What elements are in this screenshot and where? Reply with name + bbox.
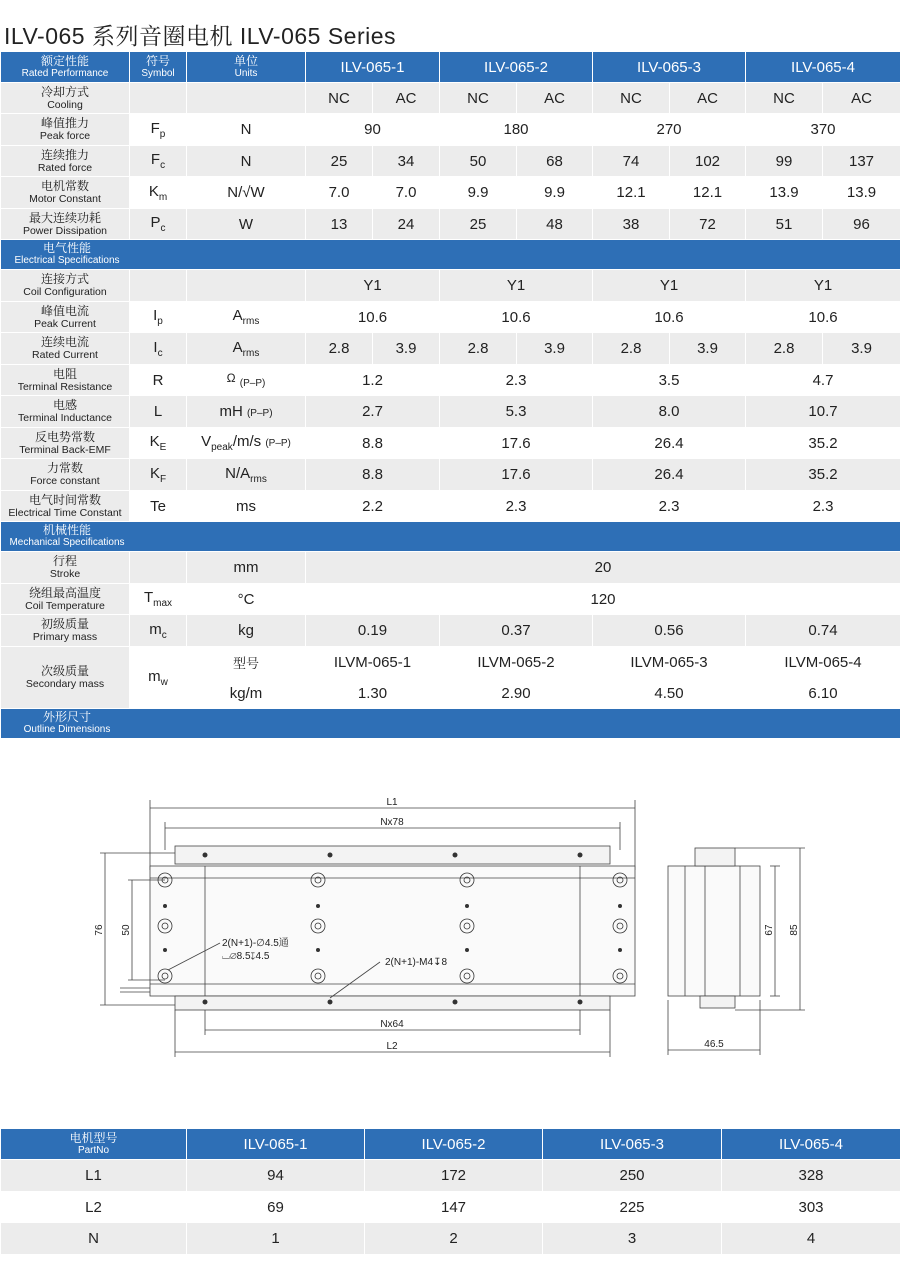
row-back-emf — [1, 428, 900, 459]
symbol-cell: $m_w$ — [130, 647, 187, 709]
unit-cell: kg/m — [187, 678, 306, 709]
cell: 250 — [543, 1160, 722, 1192]
cell: 74 — [593, 146, 670, 177]
unit-cell: N — [187, 114, 306, 146]
symbol-cell: $F_c$ — [130, 146, 187, 177]
dim-67: 67 — [764, 924, 775, 936]
dims-row-l1 — [1, 1160, 900, 1192]
dims-header-row — [1, 1129, 900, 1160]
cell: 2 — [365, 1223, 543, 1255]
cell: 34 — [373, 146, 440, 177]
cell: 69 — [187, 1192, 365, 1223]
cell: 8.0 — [593, 396, 746, 428]
cell: 25 — [440, 209, 517, 240]
row-time-constant — [1, 491, 900, 522]
label-cooling: 冷却方式 Cooling — [1, 83, 130, 114]
dims-model-2: ILV-065-2 — [365, 1129, 543, 1160]
cell: 13 — [306, 209, 373, 240]
cell: Y1 — [440, 270, 593, 302]
symbol-cell: L — [130, 396, 187, 428]
cell: AC — [517, 83, 593, 114]
label-peak-current: 峰值电流 Peak Current — [1, 302, 130, 333]
dims-model-1: ILV-065-1 — [187, 1129, 365, 1160]
cell: 1.2 — [306, 365, 440, 396]
hole-note-2: ⌴∅8.5↧4.5 — [222, 951, 270, 962]
symbol-cell: Te — [130, 491, 187, 522]
symbol-cell: $m_c$ — [130, 615, 187, 647]
dim-nx64: Nx64 — [380, 1019, 404, 1030]
section-outline — [1, 709, 900, 739]
cell: 225 — [543, 1192, 722, 1223]
cell: 10.6 — [440, 302, 593, 333]
header-symbol: 符号 Symbol — [130, 52, 187, 83]
cell: Y1 — [593, 270, 746, 302]
cell: 2.3 — [593, 491, 746, 522]
symbol-cell: $F_p$ — [130, 114, 187, 146]
cell: 72 — [670, 209, 746, 240]
label-secondary-mass: 次级质量 Secondary mass — [1, 647, 130, 709]
cell: 3.9 — [373, 333, 440, 365]
unit-cell: $A_{rms}$ — [187, 302, 306, 333]
symbol-cell: $P_c$ — [130, 209, 187, 240]
row-label: L1 — [1, 1160, 187, 1192]
dim-76: 76 — [94, 924, 105, 936]
cell: Y1 — [746, 270, 900, 302]
symbol-cell: $T_{max}$ — [130, 584, 187, 615]
cell: 2.90 — [440, 678, 593, 709]
cell: 8.8 — [306, 428, 440, 459]
section-title-electrical: 电气性能 Electrical Specifications — [1, 240, 900, 270]
dimensions-table — [0, 1128, 900, 1255]
unit-cell: $A_{rms}$ — [187, 333, 306, 365]
label-inductance: 电感 Terminal Inductance — [1, 396, 130, 428]
row-label: N — [1, 1223, 187, 1255]
cell: 68 — [517, 146, 593, 177]
cell: Y1 — [306, 270, 440, 302]
cell: 4 — [722, 1223, 900, 1255]
symbol-cell: $K_F$ — [130, 459, 187, 491]
cell: 12.1 — [593, 177, 670, 209]
unit-cell: $^\Omega$ (P–P) — [187, 365, 306, 396]
symbol-cell: $K_E$ — [130, 428, 187, 459]
dim-46-5: 46.5 — [704, 1039, 724, 1050]
cell: 2.8 — [440, 333, 517, 365]
cell: NC — [593, 83, 670, 114]
cell: 26.4 — [593, 428, 746, 459]
label-motor-constant: 电机常数 Motor Constant — [1, 177, 130, 209]
cell: 0.74 — [746, 615, 900, 647]
cell: 9.9 — [517, 177, 593, 209]
dim-nx78: Nx78 — [380, 817, 404, 828]
cell: 0.56 — [593, 615, 746, 647]
cell: 90 — [306, 114, 440, 146]
cell: 94 — [187, 1160, 365, 1192]
row-label: L2 — [1, 1192, 187, 1223]
dims-row-n — [1, 1223, 900, 1255]
cell: 5.3 — [440, 396, 593, 428]
cell: 3.9 — [823, 333, 900, 365]
cell: NC — [440, 83, 517, 114]
cell: 96 — [823, 209, 900, 240]
cell: 270 — [593, 114, 746, 146]
cell: 1.30 — [306, 678, 440, 709]
cell: 9.9 — [440, 177, 517, 209]
row-peak-current — [1, 302, 900, 333]
label-rated-current: 连续电流 Rated Current — [1, 333, 130, 365]
cell: 10.6 — [593, 302, 746, 333]
cell: 26.4 — [593, 459, 746, 491]
row-cooling — [1, 83, 900, 114]
cell: 99 — [746, 146, 823, 177]
cell: 17.6 — [440, 459, 593, 491]
row-coil-temp — [1, 584, 900, 615]
cell: 48 — [517, 209, 593, 240]
spec-header-row — [1, 52, 900, 83]
cell: 370 — [746, 114, 900, 146]
cell: 10.6 — [746, 302, 900, 333]
unit-cell: $V_{peak}/m/s$ (P–P) — [187, 428, 306, 459]
dim-l2: L2 — [386, 1041, 398, 1052]
label-force-constant: 力常数 Force constant — [1, 459, 130, 491]
section-title-outline: 外形尺寸 Outline Dimensions — [1, 709, 900, 739]
cell: 51 — [746, 209, 823, 240]
cell: 3.9 — [670, 333, 746, 365]
symbol-cell: $I_c$ — [130, 333, 187, 365]
label-stroke: 行程 Stroke — [1, 552, 130, 584]
cell: 17.6 — [440, 428, 593, 459]
cell: AC — [670, 83, 746, 114]
page-title: ILV-065 系列音圈电机 ILV-065 Series — [4, 23, 397, 49]
cell: 7.0 — [306, 177, 373, 209]
cell: 50 — [440, 146, 517, 177]
label-time-constant: 电气时间常数 Electrical Time Constant — [1, 491, 130, 522]
cell: 2.8 — [593, 333, 670, 365]
cell: 1 — [187, 1223, 365, 1255]
cell: 20 — [306, 552, 900, 584]
cell: 6.10 — [746, 678, 900, 709]
row-motor-constant — [1, 177, 900, 209]
unit-cell: kg — [187, 615, 306, 647]
cell: 25 — [306, 146, 373, 177]
label-back-emf: 反电势常数 Terminal Back-EMF — [1, 428, 130, 459]
cell: 120 — [306, 584, 900, 615]
row-rated-current — [1, 333, 900, 365]
cell: 2.8 — [746, 333, 823, 365]
unit-cell: 型号 — [187, 647, 306, 678]
unit-cell: mm — [187, 552, 306, 584]
cell: 35.2 — [746, 459, 900, 491]
cell: 12.1 — [670, 177, 746, 209]
row-coil — [1, 270, 900, 302]
cell: 3 — [543, 1223, 722, 1255]
header-model-2: ILV-065-2 — [440, 52, 593, 83]
row-power — [1, 209, 900, 240]
dim-50: 50 — [121, 924, 132, 936]
row-rated-force — [1, 146, 900, 177]
label-primary-mass: 初级质量 Primary mass — [1, 615, 130, 647]
cell: ILVM-065-3 — [593, 647, 746, 678]
label-resistance: 电阻 Terminal Resistance — [1, 365, 130, 396]
unit-cell: mH (P–P) — [187, 396, 306, 428]
cell: 328 — [722, 1160, 900, 1192]
label-rated-force: 连续推力 Rated force — [1, 146, 130, 177]
cell: NC — [306, 83, 373, 114]
unit-cell: N — [187, 146, 306, 177]
cell: 2.3 — [440, 365, 593, 396]
cell: 8.8 — [306, 459, 440, 491]
cell: 2.8 — [306, 333, 373, 365]
cell: 7.0 — [373, 177, 440, 209]
unit-cell: ms — [187, 491, 306, 522]
spec-table — [0, 51, 900, 739]
cell: ILVM-065-1 — [306, 647, 440, 678]
outline-drawing — [0, 760, 900, 1100]
cell: 10.7 — [746, 396, 900, 428]
cell: 172 — [365, 1160, 543, 1192]
cell: 4.7 — [746, 365, 900, 396]
header-model-4: ILV-065-4 — [746, 52, 900, 83]
cell: ILVM-065-2 — [440, 647, 593, 678]
cell: 2.7 — [306, 396, 440, 428]
header-model-1: ILV-065-1 — [306, 52, 440, 83]
dim-l1: L1 — [386, 797, 398, 808]
section-title-mechanical: 机械性能 Mechanical Specifications — [1, 522, 900, 552]
row-inductance — [1, 396, 900, 428]
cell: 2.2 — [306, 491, 440, 522]
cell: 3.9 — [517, 333, 593, 365]
label-coil-temp: 绕组最高温度 Coil Temperature — [1, 584, 130, 615]
row-resistance — [1, 365, 900, 396]
section-electrical — [1, 240, 900, 270]
row-peak-force — [1, 114, 900, 146]
cell: 0.37 — [440, 615, 593, 647]
cell: 102 — [670, 146, 746, 177]
symbol-cell: $K_m$ — [130, 177, 187, 209]
header-model-3: ILV-065-3 — [593, 52, 746, 83]
cell: 137 — [823, 146, 900, 177]
dims-model-3: ILV-065-3 — [543, 1129, 722, 1160]
dims-model-4: ILV-065-4 — [722, 1129, 900, 1160]
section-mechanical — [1, 522, 900, 552]
header-units: 单位 Units — [187, 52, 306, 83]
header-partno: 电机型号 PartNo — [1, 1129, 187, 1160]
unit-cell: W — [187, 209, 306, 240]
cell: 3.5 — [593, 365, 746, 396]
row-primary-mass — [1, 615, 900, 647]
cell: 10.6 — [306, 302, 440, 333]
row-secondary-model — [1, 647, 900, 678]
header-performance: 额定性能 Rated Performance — [1, 52, 130, 83]
cell: AC — [373, 83, 440, 114]
label-power: 最大连续功耗 Power Dissipation — [1, 209, 130, 240]
row-force-constant — [1, 459, 900, 491]
cell: 13.9 — [746, 177, 823, 209]
cell: ILVM-065-4 — [746, 647, 900, 678]
cell: 2.3 — [440, 491, 593, 522]
cell: 0.19 — [306, 615, 440, 647]
cell: 35.2 — [746, 428, 900, 459]
cell: 303 — [722, 1192, 900, 1223]
symbol-cell: $I_p$ — [130, 302, 187, 333]
label-coil: 连接方式 Coil Configuration — [1, 270, 130, 302]
cell: 24 — [373, 209, 440, 240]
dims-row-l2 — [1, 1192, 900, 1223]
unit-cell: $N/A_{rms}$ — [187, 459, 306, 491]
cell: 4.50 — [593, 678, 746, 709]
unit-cell: °C — [187, 584, 306, 615]
cell: NC — [746, 83, 823, 114]
unit-cell: N/√W — [187, 177, 306, 209]
dim-85: 85 — [789, 924, 800, 936]
hole-note-1: 2(N+1)-∅4.5通 — [222, 938, 289, 949]
cell: 38 — [593, 209, 670, 240]
cell: 13.9 — [823, 177, 900, 209]
row-stroke — [1, 552, 900, 584]
label-peak-force: 峰值推力 Peak force — [1, 114, 130, 146]
cell: 2.3 — [746, 491, 900, 522]
cell: 147 — [365, 1192, 543, 1223]
hole-note-3: 2(N+1)-M4↧8 — [385, 957, 448, 968]
cell: 180 — [440, 114, 593, 146]
symbol-cell: R — [130, 365, 187, 396]
cell: AC — [823, 83, 900, 114]
